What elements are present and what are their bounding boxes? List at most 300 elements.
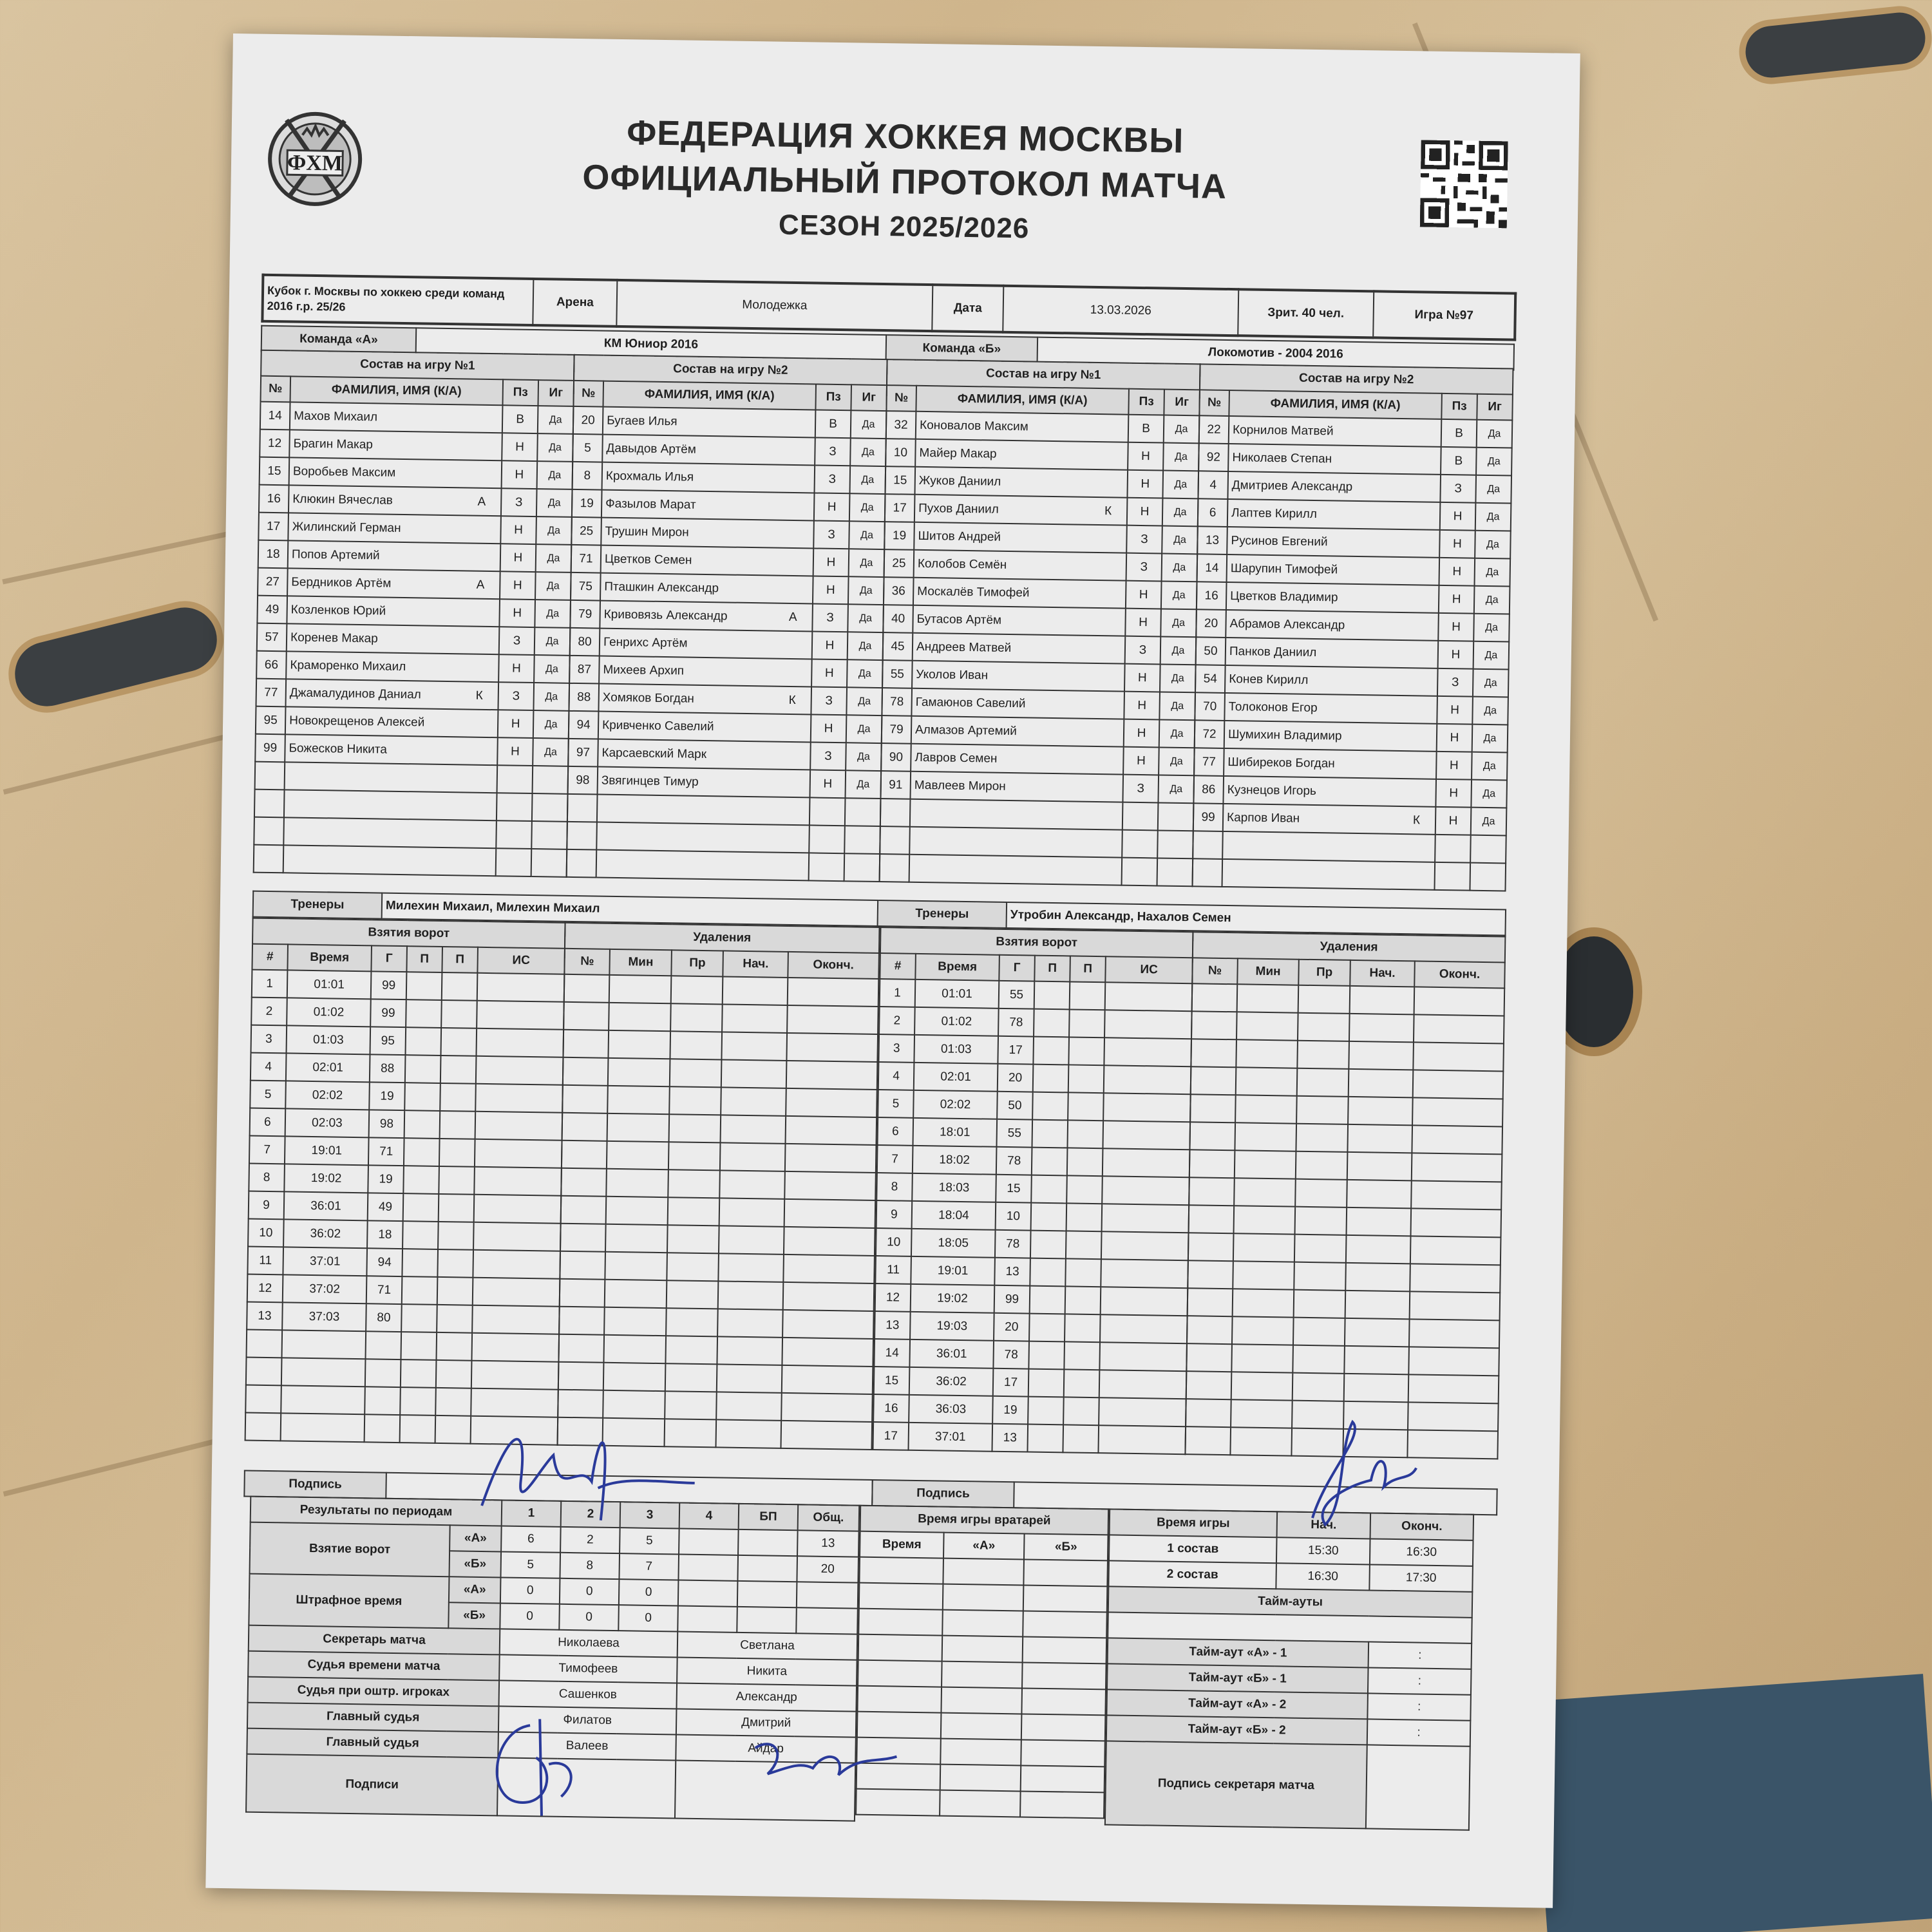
captain-mark: К <box>475 688 483 703</box>
roster-row <box>569 683 882 715</box>
roster-row <box>1196 637 1510 669</box>
col-pen-number: № <box>1192 958 1238 984</box>
player-name <box>1224 748 1437 779</box>
goal-time: 19:02 <box>284 1164 368 1193</box>
goal-assist-1 <box>1032 1148 1068 1176</box>
player-name <box>284 790 497 820</box>
goal-assist-1 <box>404 1110 440 1139</box>
roster-row <box>1198 471 1511 503</box>
pen-start <box>719 1226 784 1254</box>
goal-assist-1 <box>401 1332 437 1360</box>
player-number <box>254 845 284 873</box>
pen-minutes <box>609 975 671 1003</box>
pen-number <box>1186 1343 1232 1372</box>
player-plays <box>844 853 880 882</box>
player-plays: Да <box>847 659 883 688</box>
player-number <box>567 849 597 878</box>
player-position <box>810 797 846 826</box>
goal-assist-2 <box>435 1388 471 1416</box>
pen-a-p1: 0 <box>500 1577 560 1604</box>
penalty-row <box>558 1390 873 1422</box>
penalty-row <box>1189 1177 1502 1209</box>
player-name <box>289 457 502 488</box>
goal-scorer <box>365 1414 401 1443</box>
goal-row <box>245 1385 558 1417</box>
player-plays: Да <box>1475 531 1511 559</box>
player-name-text: Карпов Иван <box>1226 810 1300 826</box>
team-a-name: КМ Юниор 2016 <box>416 328 887 361</box>
player-position: Н <box>1440 502 1476 531</box>
col-plays: Иг <box>851 384 887 411</box>
game-time-row-end: 16:30 <box>1370 1539 1473 1566</box>
goal-time: 01:02 <box>287 998 371 1027</box>
player-position: Н <box>1124 664 1160 692</box>
goal-time: 36:01 <box>909 1340 994 1368</box>
goal-assist-2 <box>1066 1231 1102 1259</box>
goal-scorer: 99 <box>994 1285 1030 1314</box>
player-name <box>911 744 1124 775</box>
board-slot <box>1 593 232 721</box>
pen-number <box>1189 1150 1235 1178</box>
goal-number: 5 <box>878 1090 914 1118</box>
roster-row <box>567 822 880 854</box>
pen-end <box>781 1393 873 1422</box>
pen-end <box>783 1282 875 1311</box>
penalty-row <box>564 974 879 1007</box>
goal-situation <box>1100 1314 1188 1343</box>
signature-field-1[interactable] <box>497 1757 676 1818</box>
goal-number <box>246 1358 282 1386</box>
penalty-row <box>563 1030 878 1062</box>
player-plays: Да <box>851 410 887 439</box>
player-number: 27 <box>258 568 288 596</box>
pen-number <box>558 1390 603 1418</box>
pen-number <box>563 1057 609 1086</box>
player-plays: Да <box>1158 775 1194 803</box>
player-number: 78 <box>882 688 912 716</box>
pen-minutes <box>608 1058 670 1086</box>
pen-end <box>786 1088 877 1117</box>
roster-row <box>882 715 1195 748</box>
goal-row <box>875 1283 1188 1316</box>
protocol-header <box>230 104 1579 260</box>
team-b-tag: «Б» <box>449 1551 501 1577</box>
goalie-a <box>943 1584 1024 1611</box>
goal-time: 01:03 <box>914 1035 998 1064</box>
player-plays: Да <box>536 489 573 517</box>
player-name <box>600 629 813 659</box>
pen-reason <box>1298 985 1350 1014</box>
player-name-text: Воробьев Максим <box>292 464 396 480</box>
goals-a-p4 <box>679 1529 739 1555</box>
penalty-row <box>558 1334 873 1367</box>
goal-situation <box>473 1278 560 1307</box>
goal-scorer: 15 <box>996 1175 1032 1203</box>
player-number: 10 <box>886 439 916 467</box>
official-role: Судья при оштр. игроках <box>248 1677 500 1707</box>
pen-start <box>721 1115 786 1143</box>
date-value: 13.03.2026 <box>1003 286 1238 336</box>
player-position: В <box>502 405 538 433</box>
goals-b-p1: 5 <box>500 1551 560 1578</box>
official-last-name: Николаева <box>500 1629 678 1657</box>
pen-minutes <box>607 1113 669 1142</box>
sign-label-b: Подпись <box>872 1480 1014 1508</box>
goal-scorer: 94 <box>366 1248 402 1276</box>
player-name-text: Махов Михаил <box>294 408 378 424</box>
player-name-text: Звягинцев Тимур <box>601 773 699 789</box>
pen-a-p4 <box>678 1580 738 1607</box>
col-assist-2: П <box>1070 956 1106 982</box>
player-plays: Да <box>538 406 574 434</box>
goal-assist-1 <box>1031 1175 1067 1204</box>
pen-end <box>1408 1347 1499 1376</box>
goal-situation <box>1099 1370 1187 1399</box>
penalty-row <box>1186 1343 1499 1376</box>
pen-number <box>562 1113 608 1141</box>
roster-title: Состав на игру №2 <box>1200 364 1513 394</box>
player-position: Н <box>812 631 848 659</box>
season-title: СЕЗОН 2025/2026 <box>778 209 1030 245</box>
timeout-value[interactable]: : <box>1368 1667 1472 1694</box>
col-number: № <box>573 381 603 407</box>
goalie-b <box>1023 1636 1107 1663</box>
player-position: Н <box>1439 530 1475 558</box>
roster-row <box>880 771 1194 803</box>
goal-scorer: 80 <box>366 1303 402 1332</box>
date-label: Дата <box>932 285 1003 332</box>
goalie-time <box>857 1763 941 1790</box>
player-position: З <box>810 742 846 770</box>
goalie-time-col: Время <box>860 1531 944 1558</box>
goal-assist-1 <box>1030 1231 1066 1259</box>
qr-code-icon <box>1420 140 1508 228</box>
penalty-row <box>1189 1122 1502 1154</box>
player-name-text: Михеев Архип <box>603 663 685 677</box>
player-number <box>254 790 285 818</box>
col-goal-time: Время <box>915 954 999 981</box>
goal-assist-1 <box>404 1138 440 1166</box>
game-number: Игра №97 <box>1373 291 1515 339</box>
player-position <box>1122 802 1159 831</box>
roster-row <box>1198 443 1512 475</box>
player-number: 17 <box>258 513 289 541</box>
timeouts-title: Тайм-ауты <box>1108 1586 1473 1617</box>
roster-row <box>886 439 1199 471</box>
pen-b-bp <box>737 1607 797 1633</box>
player-position: В <box>1441 447 1477 475</box>
captain-mark: А <box>476 578 485 592</box>
player-number: 5 <box>573 434 603 462</box>
roster-row <box>1197 554 1511 586</box>
goals-b-bp <box>737 1555 797 1582</box>
goalie-row <box>857 1738 1105 1767</box>
player-position: Н <box>813 548 849 576</box>
pen-number <box>559 1307 605 1335</box>
goalie-time <box>858 1660 942 1687</box>
player-name <box>911 688 1124 719</box>
goal-scorer: 20 <box>998 1064 1034 1092</box>
pen-end <box>1413 1070 1504 1099</box>
goal-assist-2 <box>441 1000 477 1028</box>
pen-reason <box>668 1197 720 1226</box>
pen-end <box>1410 1291 1501 1320</box>
logo-text: ФХМ <box>287 151 343 176</box>
goal-number: 15 <box>874 1367 910 1395</box>
player-position <box>809 853 845 881</box>
pen-minutes <box>605 1252 667 1280</box>
goal-situation <box>1099 1342 1187 1371</box>
pen-minutes <box>1231 1372 1293 1400</box>
goalie-row <box>858 1660 1106 1690</box>
pen-reason <box>1293 1373 1345 1401</box>
goal-time: 02:02 <box>285 1081 370 1110</box>
player-number: 88 <box>569 683 599 712</box>
timeout-value[interactable]: : <box>1368 1642 1472 1669</box>
player-name-text: Абрамов Александр <box>1229 616 1345 632</box>
player-name <box>1224 721 1437 752</box>
player-position: Н <box>499 599 535 627</box>
pen-minutes <box>607 1141 668 1170</box>
player-position: З <box>815 437 851 466</box>
pen-b-total <box>796 1607 858 1634</box>
goalie-a-col: «А» <box>943 1533 1025 1560</box>
penalties-title: Удаления <box>565 923 880 953</box>
roster-row <box>571 545 885 577</box>
player-name-text: Краморенко Михаил <box>290 658 406 674</box>
pen-reason <box>665 1391 717 1419</box>
goal-number: 6 <box>878 1117 914 1146</box>
goal-assist-2 <box>436 1332 472 1361</box>
roster-row <box>573 406 887 439</box>
player-position: З <box>1125 636 1161 665</box>
player-name <box>1227 527 1440 558</box>
col-name: ФАМИЛИЯ, ИМЯ (К/А) <box>1229 390 1442 419</box>
player-name <box>1228 444 1441 475</box>
roster-team-a-game-1 <box>253 350 575 878</box>
penalty-row <box>1189 1205 1502 1237</box>
roster-row <box>882 660 1196 692</box>
timeout-value[interactable]: : <box>1367 1693 1471 1720</box>
goal-situation <box>477 973 565 1002</box>
pen-number <box>1189 1177 1235 1206</box>
player-number: 71 <box>571 545 601 573</box>
pen-end <box>782 1365 873 1394</box>
goal-scorer: 78 <box>995 1230 1031 1258</box>
col-pen-end: Оконч. <box>1414 961 1505 988</box>
goal-scorer <box>365 1359 401 1387</box>
roster-row <box>880 854 1193 886</box>
pen-start <box>1349 1069 1414 1097</box>
penalty-row <box>559 1307 874 1339</box>
roster-row <box>1196 609 1510 641</box>
goal-row <box>873 1422 1186 1454</box>
period-results-table <box>245 1496 860 1822</box>
goalie-b <box>1021 1765 1105 1792</box>
goal-scorer: 55 <box>996 1119 1032 1148</box>
goal-assist-1 <box>1030 1286 1066 1314</box>
goal-assist-2 <box>1070 981 1106 1010</box>
pen-b-p3: 0 <box>618 1605 678 1631</box>
col-position: Пз <box>1128 389 1164 415</box>
roster-row <box>881 743 1195 775</box>
goal-situation <box>475 1112 563 1141</box>
roster-row <box>568 766 882 799</box>
goal-assist-1 <box>1034 981 1070 1010</box>
roster-row <box>1194 748 1508 780</box>
goal-row <box>878 1117 1191 1150</box>
goal-scorer: 19 <box>368 1165 404 1193</box>
goal-number: 10 <box>876 1228 912 1256</box>
timeout-value[interactable]: : <box>1367 1719 1471 1746</box>
player-plays: Да <box>1475 503 1511 531</box>
pen-reason <box>669 1086 721 1115</box>
penalty-row <box>560 1279 875 1311</box>
goal-number: 1 <box>252 970 288 998</box>
goals-a-total: 13 <box>797 1530 859 1557</box>
roster-row <box>567 849 880 882</box>
player-number: 91 <box>880 771 911 799</box>
spectators: Зрит. 40 чел. <box>1238 289 1374 337</box>
player-plays: Да <box>1160 636 1197 665</box>
player-name-text: Панков Даниил <box>1229 644 1317 659</box>
col-assist-1: П <box>406 946 442 972</box>
goal-row <box>876 1200 1189 1233</box>
goal-number: 3 <box>878 1034 914 1063</box>
player-name-text: Цветков Владимир <box>1230 589 1338 605</box>
player-number: 79 <box>882 715 912 744</box>
goalie-a <box>941 1713 1022 1740</box>
player-position <box>1122 858 1158 886</box>
roster-row <box>256 706 569 739</box>
player-position: Н <box>500 516 536 544</box>
penalty-row <box>1190 1094 1503 1126</box>
player-position: З <box>811 687 847 715</box>
player-name <box>910 772 1123 802</box>
col-goal-number: # <box>252 944 288 971</box>
goal-number: 8 <box>249 1164 285 1192</box>
player-number: 77 <box>1194 748 1224 776</box>
game-time-row-start: 16:30 <box>1276 1563 1370 1590</box>
player-plays: Да <box>1162 498 1198 526</box>
pen-end <box>782 1310 874 1339</box>
goal-assist-2 <box>1065 1314 1101 1342</box>
player-number: 49 <box>257 596 287 624</box>
coaches-a: Милехин Михаил, Милехин Михаил <box>382 893 878 926</box>
player-plays: Да <box>535 600 571 628</box>
goal-situation <box>1101 1231 1189 1260</box>
player-name-text: Русинов Евгений <box>1231 533 1328 549</box>
pen-minutes <box>1232 1316 1294 1345</box>
roster-row <box>1195 720 1508 752</box>
goal-situation <box>1104 1010 1192 1039</box>
player-plays: Да <box>848 632 884 660</box>
goal-assist-1 <box>1028 1397 1064 1425</box>
player-number: 25 <box>571 517 601 545</box>
pen-end <box>1410 1236 1501 1265</box>
goal-time: 18:04 <box>912 1201 996 1230</box>
penalty-row <box>1186 1371 1499 1403</box>
goalie-a <box>942 1662 1023 1689</box>
goalie-a <box>940 1739 1021 1766</box>
roster-row <box>1195 665 1509 697</box>
roster-row <box>258 540 572 573</box>
goal-situation <box>474 1167 562 1196</box>
pen-reason <box>1296 1151 1348 1180</box>
pen-reason <box>1292 1401 1344 1429</box>
player-plays: Да <box>846 687 882 715</box>
goal-assist-2 <box>1066 1175 1103 1204</box>
goal-assist-2 <box>435 1416 471 1444</box>
goal-number: 17 <box>873 1422 909 1450</box>
goal-scorer: 17 <box>993 1368 1029 1397</box>
goalie-row <box>856 1789 1104 1819</box>
col-position: Пз <box>815 384 851 410</box>
goal-assist-2 <box>439 1166 475 1195</box>
signature-field-2[interactable] <box>675 1760 855 1821</box>
federation-title: ФЕДЕРАЦИЯ ХОККЕЯ МОСКВЫ <box>626 113 1184 160</box>
player-name <box>601 518 814 549</box>
player-name <box>910 799 1123 830</box>
penalty-row <box>1189 1150 1502 1182</box>
penalty-row <box>1188 1288 1501 1320</box>
goal-assist-2 <box>438 1222 474 1250</box>
goal-time: 37:01 <box>283 1247 367 1276</box>
goalie-b <box>1023 1559 1108 1586</box>
player-number <box>254 817 284 846</box>
pen-end <box>784 1227 875 1256</box>
player-name <box>598 684 811 715</box>
pen-reason <box>1297 1041 1349 1069</box>
roster-row <box>884 577 1197 609</box>
goal-assist-1 <box>402 1249 438 1277</box>
signatures-label: Подписи <box>246 1754 498 1816</box>
player-position: З <box>1126 553 1162 582</box>
player-name <box>283 817 497 848</box>
roster-row <box>880 826 1193 858</box>
player-plays <box>1470 863 1506 891</box>
player-name <box>1223 776 1436 807</box>
roster-row <box>1193 831 1506 863</box>
player-position: Н <box>1127 470 1163 498</box>
player-position: Н <box>1438 641 1474 669</box>
roster-row <box>260 402 574 434</box>
official-last-name: Тимофеев <box>499 1654 677 1683</box>
goal-scorer: 55 <box>999 981 1035 1009</box>
goalie-row <box>858 1609 1107 1638</box>
player-position: В <box>1441 419 1477 448</box>
pen-minutes <box>603 1418 665 1446</box>
pen-end <box>783 1255 875 1283</box>
player-name-text: Кузнецов Игорь <box>1227 782 1317 798</box>
goal-time: 18:01 <box>913 1118 997 1147</box>
pen-minutes <box>608 1086 670 1114</box>
tournament-name: Кубок г. Москвы по хоккею среди команд 2016 г.р. 25/26 <box>262 275 533 325</box>
player-name <box>914 467 1128 498</box>
player-name-text: Мавлеев Мирон <box>914 778 1006 793</box>
secretary-sign-field[interactable] <box>1366 1745 1470 1830</box>
pen-end <box>1410 1264 1501 1293</box>
goal-time: 19:02 <box>911 1284 995 1313</box>
goal-assist-2 <box>1063 1397 1099 1425</box>
game-time-end-col: Оконч. <box>1370 1513 1474 1540</box>
player-plays: Да <box>846 715 882 743</box>
goalie-time-title: Время игры вратарей <box>860 1506 1109 1535</box>
goal-assist-1 <box>405 1027 441 1056</box>
player-number: 66 <box>256 651 287 679</box>
player-plays: Да <box>1475 475 1511 504</box>
pen-number <box>1191 1066 1236 1095</box>
